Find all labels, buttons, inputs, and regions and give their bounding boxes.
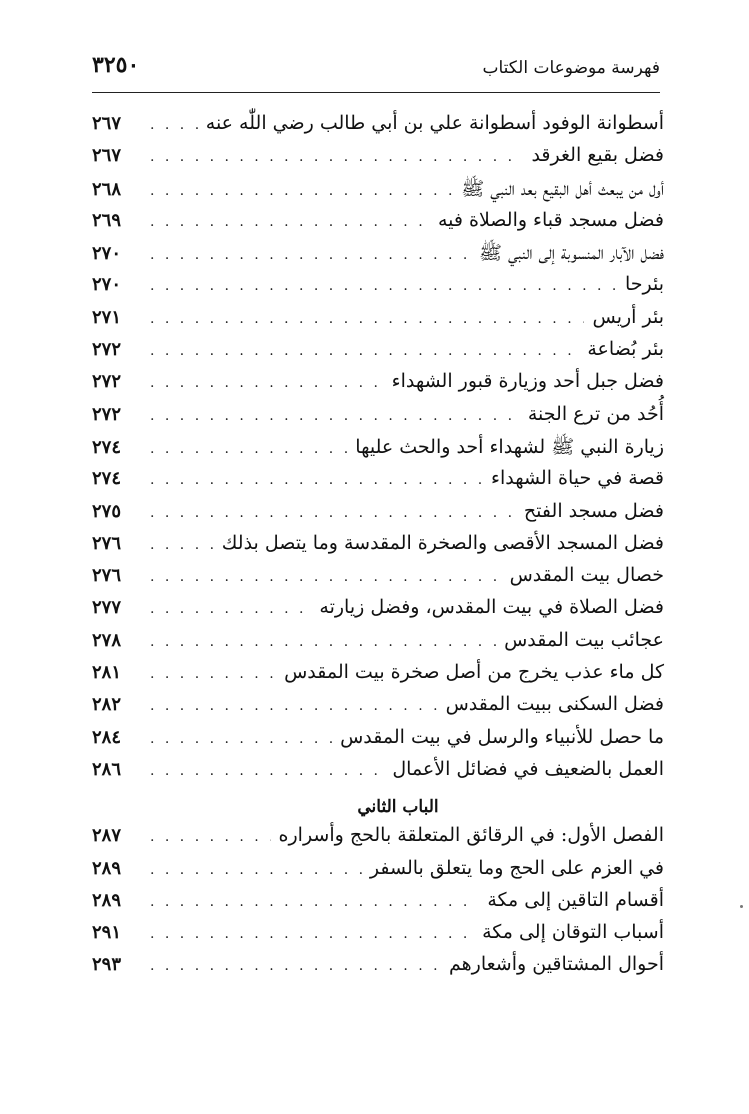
entry-page: ٢٩٣: [92, 954, 122, 976]
entry-title: فضل المسجد الأقصى والصخرة المقدسة وما يتصل بذلك: [221, 531, 664, 554]
entry-page: ٢٧٦: [92, 565, 122, 587]
dot-leader: [150, 472, 483, 488]
dot-leader: [150, 441, 347, 457]
entry-title: أقسام التاقين إلى مكة: [487, 888, 664, 911]
dot-leader: [150, 763, 384, 779]
toc-entry[interactable]: [92, 629, 664, 661]
entry-page: ٢٧٥: [92, 500, 122, 522]
page-header: [92, 52, 660, 86]
toc-entry[interactable]: [92, 500, 664, 532]
entry-title: بئرحا: [624, 273, 664, 296]
toc-entry[interactable]: [92, 758, 664, 790]
dot-leader: [150, 537, 214, 553]
entry-page: ٢٧٤: [92, 436, 122, 458]
entry-page: ٢٦٨: [92, 178, 122, 200]
dot-leader: [150, 149, 523, 165]
entry-page: ٢٨٤: [92, 726, 122, 748]
entry-title: فضل مسجد الفتح: [523, 499, 664, 522]
entry-title: فضل السكنى ببيت المقدس: [445, 693, 664, 716]
toc-entry[interactable]: [92, 112, 664, 144]
toc-entry[interactable]: [92, 177, 664, 209]
entry-page: ٢٧٢: [92, 371, 122, 393]
dot-leader: [150, 731, 332, 747]
entry-page: ٢٩١: [92, 922, 122, 944]
dot-leader: [150, 601, 311, 617]
entry-title: كل ماء عذب يخرج من أصل صخرة بيت المقدس: [284, 661, 664, 684]
toc-entry[interactable]: [92, 435, 664, 467]
entry-page: ٢٧٢: [92, 339, 122, 361]
toc-entry[interactable]: [92, 338, 664, 370]
running-title: فهرسة موضوعات الكتاب: [482, 58, 660, 78]
toc-entry[interactable]: [92, 532, 664, 564]
dot-leader: [150, 183, 453, 199]
dot-leader: [150, 634, 496, 650]
entry-page: ٢٨٦: [92, 758, 122, 780]
entry-title: العمل بالضعيف في فضائل الأعمال: [392, 757, 664, 780]
toc-entry[interactable]: [92, 596, 664, 628]
entry-page: ٢٧٢: [92, 403, 122, 425]
entry-page: ٢٦٧: [92, 145, 122, 167]
page-number: ٣٢٥٠: [92, 52, 140, 78]
entry-title: أحوال المشتاقين وأشعارهم: [449, 953, 664, 976]
dot-leader: [150, 666, 276, 682]
entry-page: ٢٧١: [92, 306, 122, 328]
dot-leader: [150, 505, 516, 521]
entry-title: بئر أريس: [592, 305, 664, 328]
toc-entry[interactable]: [92, 953, 664, 985]
entry-page: ٢٧٠: [92, 274, 122, 296]
toc-entry[interactable]: [92, 661, 664, 693]
dot-leader: [150, 958, 441, 974]
entry-title: أسباب التوقان إلى مكة: [482, 921, 664, 944]
toc-entry[interactable]: [92, 403, 664, 435]
entry-title: في العزم على الحج وما يتعلق بالسفر: [369, 856, 664, 879]
entry-title: فضل مسجد قباء والصلاة فيه: [437, 208, 664, 231]
dot-leader: [150, 408, 520, 424]
header-divider: [92, 92, 660, 93]
dot-leader: [150, 926, 474, 942]
entry-title: فضل بقيع الغرقد: [531, 144, 664, 167]
entry-title: فضل جبل أحد وزيارة قبور الشهداء: [391, 370, 664, 393]
entry-page: ٢٨٧: [92, 825, 122, 847]
toc-entry[interactable]: [92, 889, 664, 921]
entry-page: ٢٧٦: [92, 532, 122, 554]
entry-title: قصة في حياة الشهداء: [491, 467, 664, 490]
scan-speck: [740, 905, 743, 908]
entry-title: بئر بُضاعة: [587, 338, 664, 361]
dot-leader: [150, 343, 579, 359]
table-of-contents: [92, 112, 664, 986]
entry-page: ٢٨٩: [92, 857, 122, 879]
toc-entry[interactable]: [92, 857, 664, 889]
dot-leader: [150, 375, 384, 391]
entry-title: ما حصل للأنبياء والرسل في بيت المقدس: [340, 725, 664, 748]
toc-entry[interactable]: [92, 306, 664, 338]
entry-title: زيارة النبي ﷺ لشهداء أحد والحث عليها: [355, 435, 664, 458]
entry-page: ٢٨٢: [92, 694, 122, 716]
entry-page: ٢٧٨: [92, 629, 122, 651]
toc-entry[interactable]: [92, 467, 664, 499]
toc-entry[interactable]: [92, 921, 664, 953]
entry-title: فضل الآبار المنسوبة إلى النبي ﷺ: [479, 242, 664, 265]
entry-page: ٢٨١: [92, 662, 122, 684]
dot-leader: [150, 214, 430, 230]
entry-page: ٢٧٤: [92, 468, 122, 490]
entry-page: ٢٧٧: [92, 597, 122, 619]
dot-leader: [150, 311, 584, 327]
entry-title: أول من يبعث أهل البقيع بعد النبي ﷺ: [461, 177, 664, 200]
entry-title: عجائب بيت المقدس: [504, 628, 664, 651]
dot-leader: [150, 894, 479, 910]
entry-page: ٢٧٠: [92, 243, 122, 265]
dot-leader: [150, 862, 362, 878]
entry-title: أُحُد من ترع الجنة: [527, 402, 664, 425]
toc-entry[interactable]: [92, 209, 664, 241]
entry-title: خصال بيت المقدس: [509, 564, 664, 587]
dot-leader: [150, 829, 271, 845]
dot-leader: [150, 117, 198, 133]
entry-page: ٢٦٩: [92, 209, 122, 231]
toc-entry[interactable]: [92, 144, 664, 176]
toc-entry[interactable]: [92, 726, 664, 758]
dot-leader: [150, 698, 438, 714]
section-heading: الباب الثاني: [357, 797, 439, 818]
entry-page: ٢٨٩: [92, 889, 122, 911]
entry-title: الفصل الأول: في الرقائق المتعلقة بالحج وأسراره: [278, 824, 664, 847]
toc-entry[interactable]: [92, 564, 664, 596]
dot-leader: [150, 278, 617, 294]
dot-leader: [150, 569, 502, 585]
toc-entry[interactable]: [92, 370, 664, 402]
toc-entry[interactable]: [92, 241, 664, 273]
entry-title: فضل الصلاة في بيت المقدس، وفضل زيارته: [319, 596, 664, 619]
toc-entry[interactable]: [92, 693, 664, 725]
entry-page: ٢٦٧: [92, 113, 122, 134]
toc-entry[interactable]: [92, 824, 664, 856]
entry-title: أسطوانة الوفود أسطوانة علي بن أبي طالب رضي اللّٰه عنه: [205, 112, 664, 134]
dot-leader: [150, 247, 471, 263]
toc-entry[interactable]: [92, 273, 664, 305]
